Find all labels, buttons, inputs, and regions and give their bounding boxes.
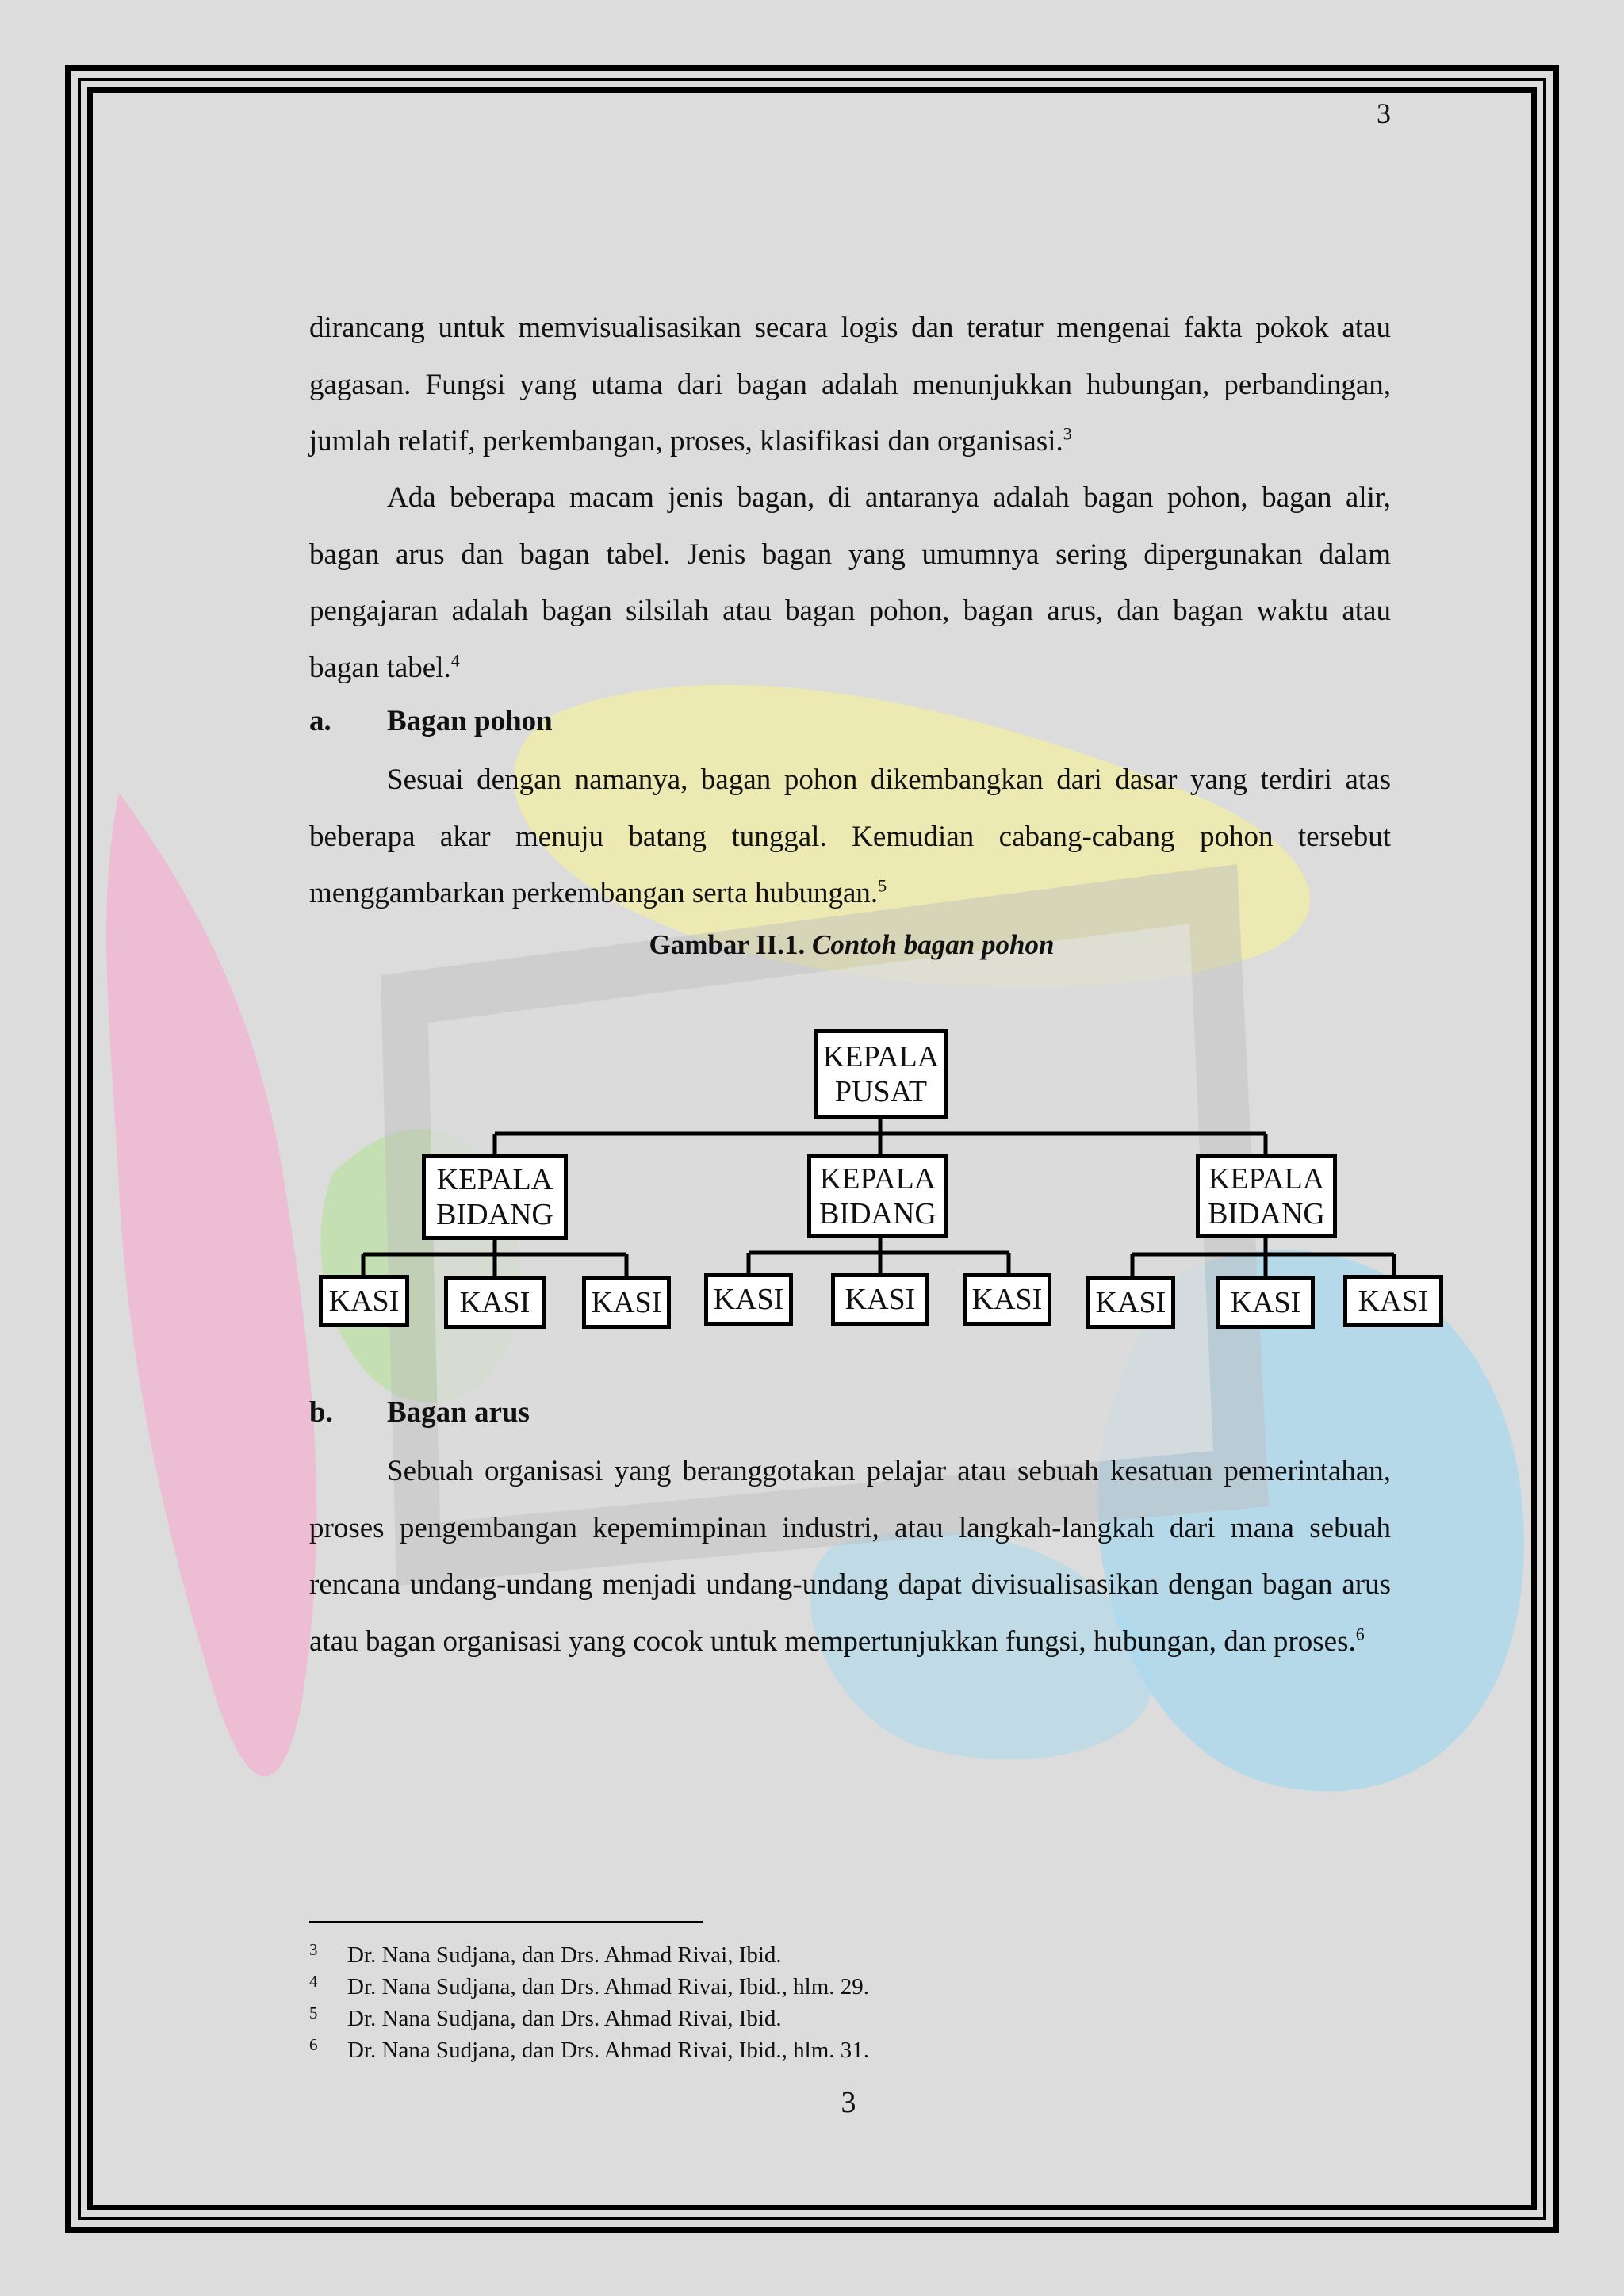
- org-box-kasi-2: KASI: [444, 1276, 546, 1329]
- org-box-kepala-bidang-2: KEPALA BIDANG: [807, 1154, 948, 1238]
- footnote-3: 3 Dr. Nana Sudjana, dan Drs. Ahmad Rivai, Ibid.: [309, 1940, 782, 1968]
- footnote-ref-6: 6: [1355, 1624, 1365, 1644]
- page-number-top: 3: [1377, 98, 1391, 129]
- footnote-6: 6 Dr. Nana Sudjana, dan Drs. Ahmad Rivai, Ibid., hlm. 31.: [309, 2035, 870, 2063]
- org-box-kasi-7: KASI: [1086, 1276, 1175, 1329]
- footnote-ref-3: 3: [1063, 423, 1072, 444]
- org-box-kepala-pusat: KEPALA PUSAT: [814, 1029, 948, 1119]
- org-box-kasi-5: KASI: [831, 1273, 929, 1326]
- heading-bagan-pohon: a. Bagan pohon: [309, 705, 553, 737]
- paragraph-1: dirancang untuk memvisualisasikan secara logis dan teratur mengenai fakta pokok atau gagasan. Fungsi yang utama dari bagan adalah menunjukkan hubungan, perbandingan, jumlah relatif, perkembangan, proses, klasifikasi dan organisasi.$^3$: [309, 312, 1391, 457]
- paragraph-4: Sebuah organisasi yang beranggotakan pelajar atau sebuah kesatuan pemerintahan, proses pengembangan kepemimpinan industri, atau langkah-langkah dari mana sebuah rencana undang-undang menjadi undang-undang dapat divisualisasikan dengan bagan arus atau bagan organisasi yang cocok untuk mempertunjukkan fungsi, hubungan, dan proses.$^6$: [309, 1455, 1391, 1658]
- figure-caption: Gambar II.1. Contoh bagan pohon: [649, 929, 1055, 960]
- paragraph-2: Ada beberapa macam jenis bagan, di antaranya adalah bagan pohon, bagan alir, bagan arus dan bagan tabel. Jenis bagan yang umumnya sering dipergunakan dalam pengajaran adalah bagan silsilah atau bagan pohon, bagan arus, dan bagan waktu atau bagan tabel.$^4$: [309, 481, 1391, 684]
- org-box-kasi-9: KASI: [1343, 1275, 1443, 1327]
- footnote-separator: [309, 1921, 703, 1923]
- page-number-bottom: 3: [841, 2086, 856, 2119]
- org-box-kepala-bidang-3: KEPALA BIDANG: [1196, 1154, 1337, 1238]
- org-box-kasi-6: KASI: [963, 1273, 1051, 1326]
- footnote-4: 4 Dr. Nana Sudjana, dan Drs. Ahmad Rivai, Ibid., hlm. 29.: [309, 1972, 870, 1999]
- org-box-kepala-bidang-1: KEPALA BIDANG: [422, 1154, 568, 1240]
- org-box-kasi-8: KASI: [1216, 1276, 1315, 1329]
- footnote-5: 5 Dr. Nana Sudjana, dan Drs. Ahmad Rivai, Ibid.: [309, 2003, 782, 2031]
- org-box-kasi-3: KASI: [582, 1276, 671, 1329]
- footnote-ref-4: 4: [450, 650, 460, 671]
- paragraph-3: Sesuai dengan namanya, bagan pohon dikembangkan dari dasar yang terdiri atas beberapa akar menuju batang tunggal. Kemudian cabang-cabang pohon tersebut menggambarkan perkembangan serta hubungan.$^5$: [309, 763, 1391, 909]
- org-box-kasi-4: KASI: [704, 1273, 793, 1326]
- org-box-kasi-1: KASI: [319, 1275, 409, 1327]
- footnote-ref-5: 5: [878, 875, 887, 896]
- heading-bagan-arus: b. Bagan arus: [309, 1396, 530, 1429]
